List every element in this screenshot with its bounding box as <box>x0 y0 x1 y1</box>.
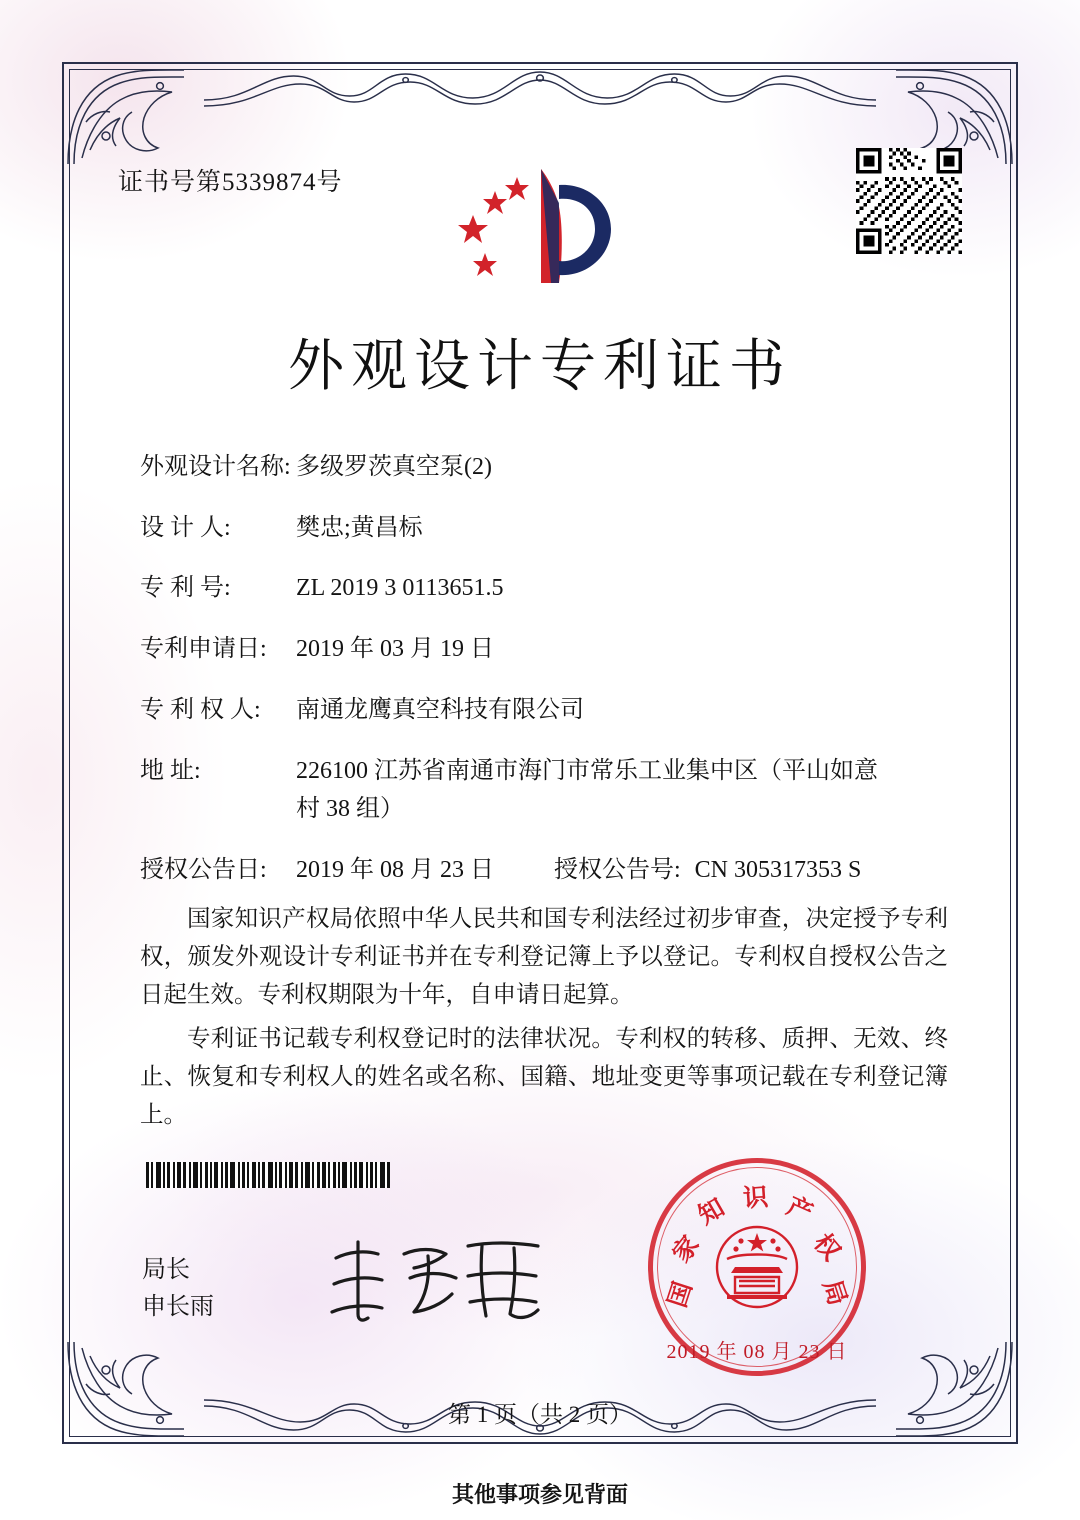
field-list <box>140 452 940 912</box>
field-address <box>140 756 940 825</box>
field-label-publication-number: 授权公告号: <box>554 857 681 884</box>
field-design-name <box>140 452 940 483</box>
field-label-design-name: 外观设计名称: <box>140 454 291 480</box>
field-value-patentee: 南通龙鹰真空科技有限公司 <box>296 696 584 723</box>
field-patent-number <box>140 573 940 604</box>
seal-char-2: 知 <box>693 1192 730 1231</box>
official-seal <box>648 1158 866 1376</box>
back-side-note: 其他事项参见背面 <box>451 1482 628 1507</box>
seal-char-0: 国 <box>662 1278 698 1311</box>
seal-char-5: 权 <box>808 1228 847 1266</box>
field-application-date <box>140 634 940 665</box>
page-indicator: 第 1 页（共 2 页） <box>448 1402 632 1427</box>
field-label-application-date: 专利申请日: <box>140 636 267 663</box>
address-line-2: 村 38 组） <box>296 796 404 823</box>
field-value-patent-number: ZL 2019 3 0113651.5 <box>296 575 504 602</box>
seal-date: 2019 年 08 月 23 日 <box>666 1341 848 1363</box>
field-value-publication-number: CN 305317353 S <box>694 857 862 884</box>
body-text <box>140 900 948 1140</box>
field-label-address: 地 址: <box>140 757 201 784</box>
paragraph-1: 国家知识产权局依照中华人民共和国专利法经过初步审查，决定授予专利权，颁发外观设计专利证书并在专利登记簿上予以登记。专利权自授权公告之日起生效。专利权期限为十年，自申请日起算。 <box>140 906 948 1009</box>
cnipa-logo-icon <box>455 155 635 305</box>
field-label-designer: 设 计 人: <box>140 514 231 541</box>
field-label-grant-date: 授权公告日: <box>140 857 267 884</box>
page-title: 外观设计专利证书 <box>288 334 792 399</box>
national-emblem-icon <box>705 1215 809 1319</box>
signature-title: 局长 <box>142 1257 190 1283</box>
field-value-grant-date: 2019 年 08 月 23 日 <box>296 857 494 884</box>
handwritten-signature <box>318 1228 568 1333</box>
field-label-patent-number: 专 利 号: <box>140 575 231 602</box>
seal-char-4: 产 <box>782 1191 818 1228</box>
barcode <box>146 1162 436 1188</box>
field-value-application-date: 2019 年 03 月 19 日 <box>296 636 494 663</box>
field-designer <box>140 513 940 544</box>
seal-char-3: 识 <box>742 1182 770 1213</box>
field-value-address <box>296 756 940 825</box>
field-value-design-name: 多级罗茨真空泵(2) <box>296 454 492 480</box>
field-value-designer: 樊忠;黄昌标 <box>296 514 423 541</box>
field-patentee <box>140 695 940 726</box>
signature-name: 申长雨 <box>142 1294 214 1321</box>
signature-block <box>142 1252 214 1326</box>
seal-char-1: 家 <box>666 1230 705 1268</box>
certificate-number: 证书号第5339874号 <box>118 169 343 196</box>
address-line-1: 226100 江苏省南通市海门市常乐工业集中区（平山如意 <box>296 757 878 784</box>
seal-char-6: 局 <box>817 1276 853 1309</box>
frame-top-ornament <box>204 66 876 108</box>
field-grant-row <box>140 855 940 886</box>
field-label-patentee: 专 利 权 人: <box>140 696 261 723</box>
frame-corner-top-left <box>62 62 190 170</box>
qr-code-icon <box>856 148 962 254</box>
paragraph-2: 专利证书记载专利权登记时的法律状况。专利权的转移、质押、无效、终止、恢复和专利权人的姓名或名称、国籍、地址变更等事项记载在专利登记簿上。 <box>140 1026 948 1129</box>
